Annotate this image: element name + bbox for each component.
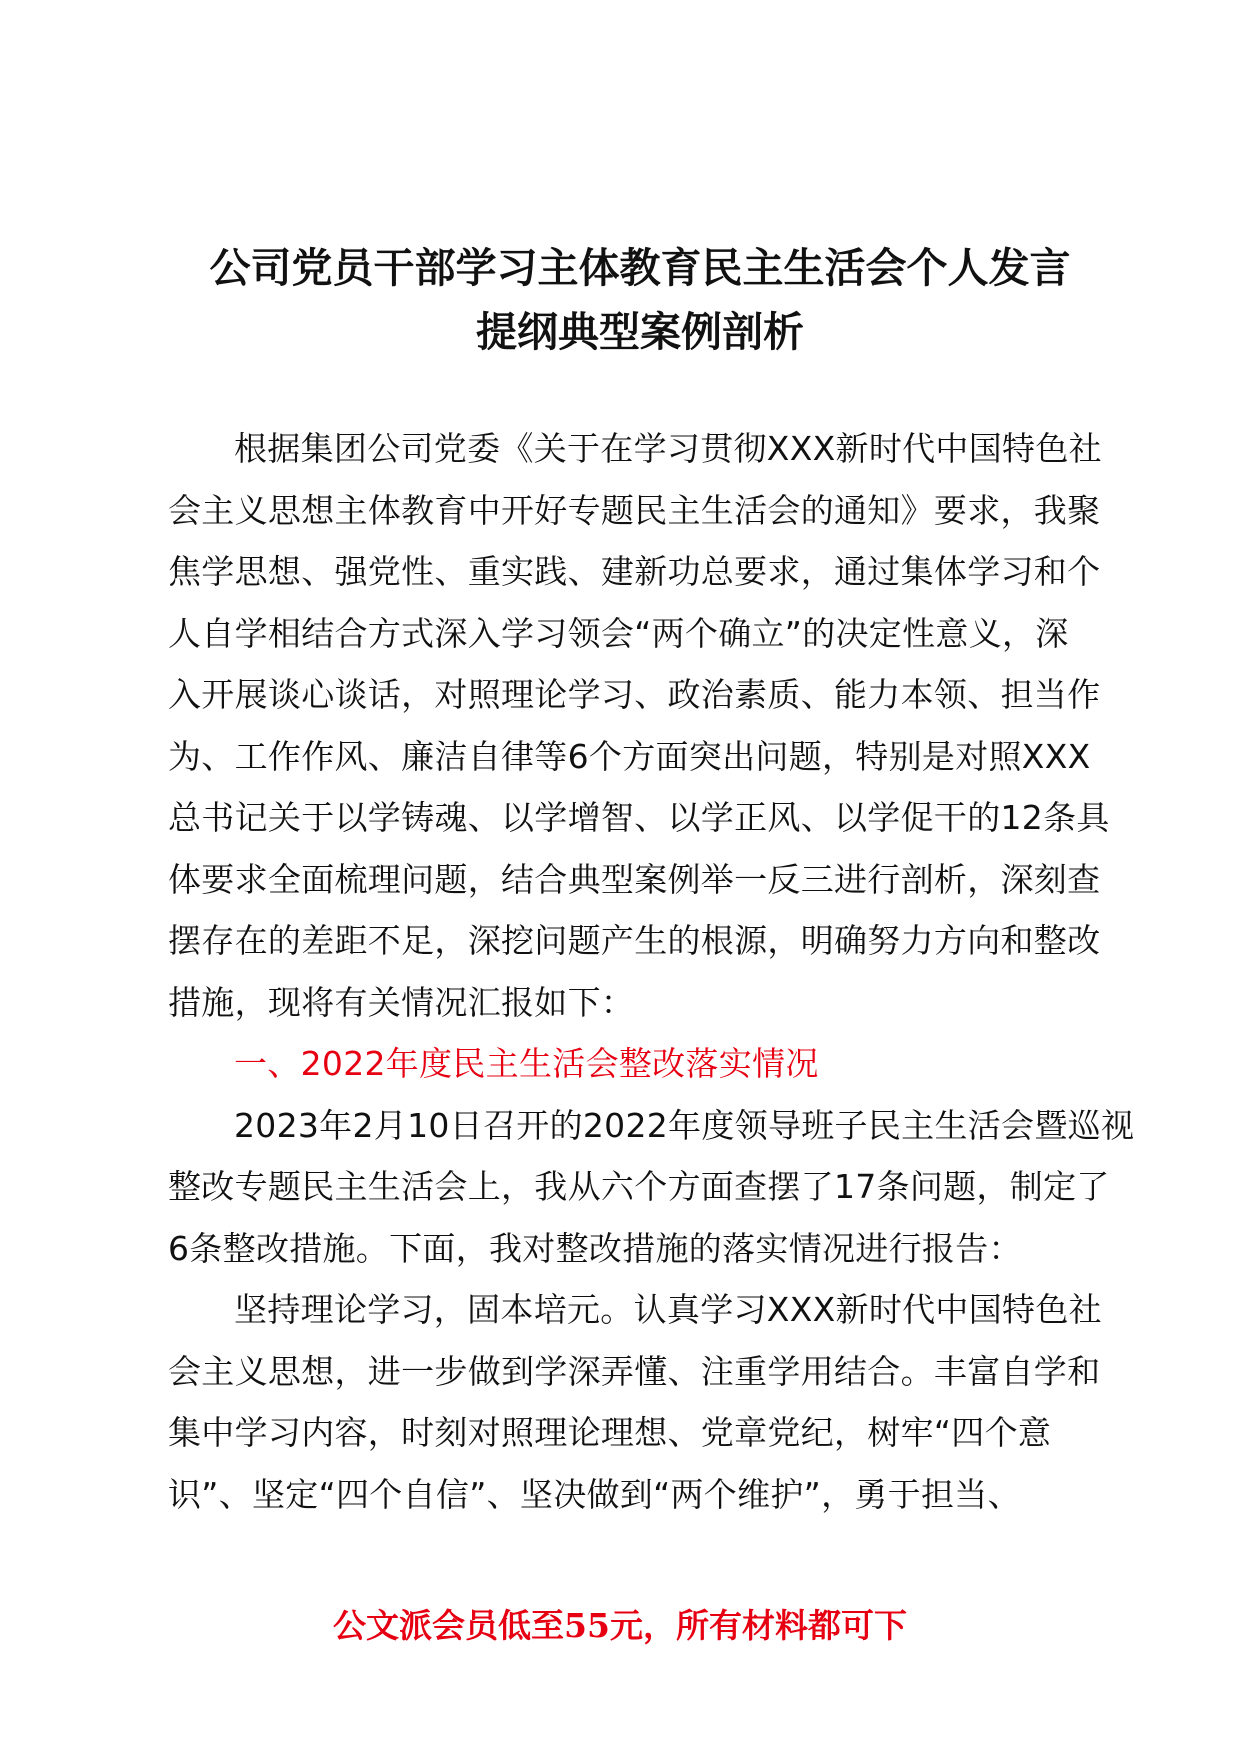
promo-footer: 公文派会员低至55元，所有材料都可下 [333,1606,907,1645]
body-line: 摆存在的差距不足，深挖问题产生的根源，明确努力方向和整改 [168,921,1101,960]
body-line: 会主义思想主体教育中开好专题民主生活会的通知》要求，我聚 [168,490,1101,530]
body-line: 整改专题民主生活会上，我从六个方面查摆了17条问题，制定了 [168,1167,1110,1206]
body-line: 体要求全面梳理问题，结合典型案例举一反三进行剖析，深刻查 [168,859,1101,899]
section-heading: 一、2022年度民主生活会整改落实情况 [234,1044,819,1083]
body-line: 6条整改措施。下面，我对整改措施的落实情况进行报告： [168,1228,1022,1268]
body-line: 会主义思想，进一步做到学深弄懂、注重学用结合。丰富自学和 [168,1351,1101,1391]
body-line: 措施，现将有关情况汇报如下： [168,982,635,1022]
body-line: 集中学习内容，时刻对照理论理想、党章党纪，树牢“四个意 [168,1413,1052,1452]
body-line: 2023年2月10日召开的2022年度领导班子民主生活会暨巡视 [234,1105,1135,1145]
title-line-2: 提纲典型案例剖析 [476,308,804,356]
body-line: 识”、坚定“四个自信”、坚决做到“两个维护”，勇于担当、 [168,1474,1021,1514]
body-line: 人自学相结合方式深入学习领会“两个确立”的决定性意义，深 [168,613,1069,653]
document-title [150,236,1130,364]
document-body [168,418,1135,1525]
body-line: 为、工作作风、廉洁自律等6个方面突出问题，特别是对照XXX [168,736,1091,776]
title-line-1: 公司党员干部学习主体教育民主生活会个人发言 [209,244,1071,292]
body-line: 坚持理论学习，固本培元。认真学习XXX新时代中国特色社 [234,1290,1102,1329]
body-line: 根据集团公司党委《关于在学习贯彻XXX新时代中国特色社 [234,429,1102,468]
body-line: 入开展谈心谈话，对照理论学习、政治素质、能力本领、担当作 [168,675,1101,714]
body-line: 总书记关于以学铸魂、以学增智、以学正风、以学促干的12条具 [168,798,1110,837]
body-line: 焦学思想、强党性、重实践、建新功总要求，通过集体学习和个 [168,552,1101,591]
